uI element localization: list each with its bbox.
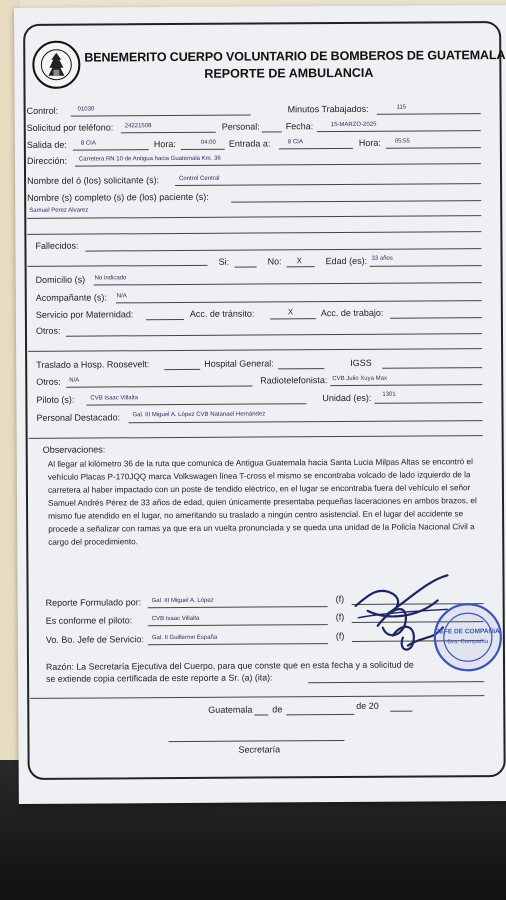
guatemala-label: Guatemala xyxy=(208,704,253,715)
minutos-value: 115 xyxy=(396,104,407,111)
destacado-label: Personal Destacado: xyxy=(36,412,121,423)
de20-label: de 20 xyxy=(356,700,379,711)
direccion-value: Carretera RN 10 de Antigua hacia Guatemala Km. 36 xyxy=(78,155,221,163)
unidad-label: Unidad (es): xyxy=(322,392,372,404)
razon-line-2: se extiende copia certificada de este reporte a Sr. (a) (ita): xyxy=(46,672,273,684)
si-line xyxy=(235,267,257,268)
entrada-value: 8 CIA xyxy=(287,139,303,146)
transito-label: Acc. de tránsito: xyxy=(189,308,255,319)
no-label: No: xyxy=(267,256,282,267)
fecha-value: 15-MARZO-2025 xyxy=(330,121,377,129)
f1-label: (f) xyxy=(335,593,345,605)
destacado-value: Gal. III Miguel A. López CVB Natanael Hernández xyxy=(132,411,266,419)
vobo-value: Gal. II Guillermo España xyxy=(151,634,218,642)
solicitud-label: Solicitud por teléfono: xyxy=(26,122,114,133)
no-line xyxy=(287,266,315,267)
salida-value: 8 CIA xyxy=(80,140,96,147)
personal-line xyxy=(262,131,282,132)
maternidad-line xyxy=(146,319,184,320)
control-value: 01030 xyxy=(77,106,95,113)
vobo-label: Vo. Bo. Jefe de Servicio: xyxy=(45,634,144,645)
paciente-value: Samuel Perez Alvarez xyxy=(29,207,89,214)
otros2-label: Otros: xyxy=(36,376,61,387)
fecha-label: Fecha: xyxy=(285,121,314,132)
solicitante-value: Control Central xyxy=(179,175,220,182)
minutos-label: Minutos Trabajados: xyxy=(287,103,369,115)
stamp-line-2: 8va. Compañía xyxy=(447,639,489,646)
f3-label: (f) xyxy=(335,630,345,642)
acompanante-label: Acompañante (s): xyxy=(35,292,107,303)
igss-label: IGSS xyxy=(350,357,372,368)
razon-line-1: Razón: La Secretaría Ejecutiva del Cuerpo, para que conste que en esta fecha y a solicitud de xyxy=(45,659,414,672)
official-stamp xyxy=(432,601,504,673)
telefono-value: 24221508 xyxy=(124,123,152,130)
guatemala-line xyxy=(254,714,268,715)
unidad-value: 1301 xyxy=(382,391,396,398)
paciente-label: Nombre (s) completo (s) de (los) paciente (s): xyxy=(27,191,209,203)
transito-mark: X xyxy=(287,307,294,317)
entrada-label: Entrada a: xyxy=(228,138,271,149)
fallecidos-label: Fallecidos: xyxy=(35,240,79,251)
personal-label: Personal: xyxy=(221,121,260,132)
piloto-value: CVB Isaac Villalta xyxy=(90,395,138,402)
domicilio-label: Domicilio (s) xyxy=(35,274,86,285)
domicilio-value: No indicado xyxy=(94,275,127,282)
report-title: REPORTE DE AMBULANCIA xyxy=(204,65,374,81)
hora-entrada-value: 05:55 xyxy=(394,138,410,145)
observaciones-label: Observaciones: xyxy=(42,444,106,455)
radio-value: CVB Julio Xuya Max xyxy=(332,375,387,383)
roosevelt-line xyxy=(164,369,200,370)
stamp-line-1: JEFE DE COMPAÑIA xyxy=(435,628,500,636)
si-label: Si: xyxy=(218,256,230,267)
acompanante-value: N/A xyxy=(116,293,127,300)
edad-label: Edad (es): xyxy=(325,255,368,267)
radio-label: Radiotelefonista: xyxy=(260,375,328,386)
otros-label: Otros: xyxy=(35,325,61,336)
f2-label: (f) xyxy=(335,611,345,623)
roosevelt-label: Traslado a Hosp. Roosevelt: xyxy=(36,359,150,370)
hora-salida-label: Hora: xyxy=(153,139,176,150)
de-label: de xyxy=(272,704,283,715)
solicitante-label: Nombre del ó (los) solicitante (s): xyxy=(27,175,160,186)
conforme-value: CVB Isaac Villalta xyxy=(151,615,200,623)
general-label: Hospital General: xyxy=(204,358,274,369)
secretaria-label: Secretaría xyxy=(238,744,281,755)
piloto-label: Piloto (s): xyxy=(36,394,75,405)
conforme-label: Es conforme el piloto: xyxy=(45,615,133,626)
observaciones-text: Al llegar al kilómetro 36 de la ruta que comunica de Antigua Guatemala hacia Santa Lucia Milpas Altas se encontró el vehículo Placas P-170JQQ marca Volkswagen línea T-cross el mismo se encontraba volcado de lado izquierdo de la carretera al haber impactado con un poste de tendido eléctrico, en el lugar se encontraba fuera del vehículo el señor Samuel Andrés Pérez de 33 años de edad, quien únicamente presentaba pequeñas laceraciones en ambos brazos, el mismo fue atendido en el lugar, no ameritando su traslado a ningún centro asistencial. En el lugar del accidente se procede a señalizar con ramas ya que era un vuelta pronunciada y se queda una unidad de la Policía Nacional Civil a cargo del procedimiento. xyxy=(47,457,477,547)
no-mark: X xyxy=(296,256,302,266)
trabajo-label: Acc. de trabajo: xyxy=(320,307,384,319)
otros2-value: N/A xyxy=(69,377,80,384)
salida-label: Salida de: xyxy=(26,139,67,150)
firefighters-logo xyxy=(31,40,81,90)
report-sheet xyxy=(14,5,506,804)
formulado-label: Reporte Formulado por: xyxy=(45,597,142,608)
control-label: Control: xyxy=(26,105,59,116)
edad-value: 33 años xyxy=(371,255,393,262)
anio-line xyxy=(390,711,412,712)
direccion-label: Dirección: xyxy=(26,155,67,166)
hora-entrada-label: Hora: xyxy=(358,137,381,148)
formulado-value: Gal. III Miguel A. López xyxy=(151,597,214,605)
maternidad-label: Servicio por Maternidad: xyxy=(35,309,134,320)
hora-salida-value: 04:00 xyxy=(200,139,216,146)
org-title: BENEMERITO CUERPO VOLUNTARIO DE BOMBEROS DE GUATEMALA xyxy=(84,47,506,65)
